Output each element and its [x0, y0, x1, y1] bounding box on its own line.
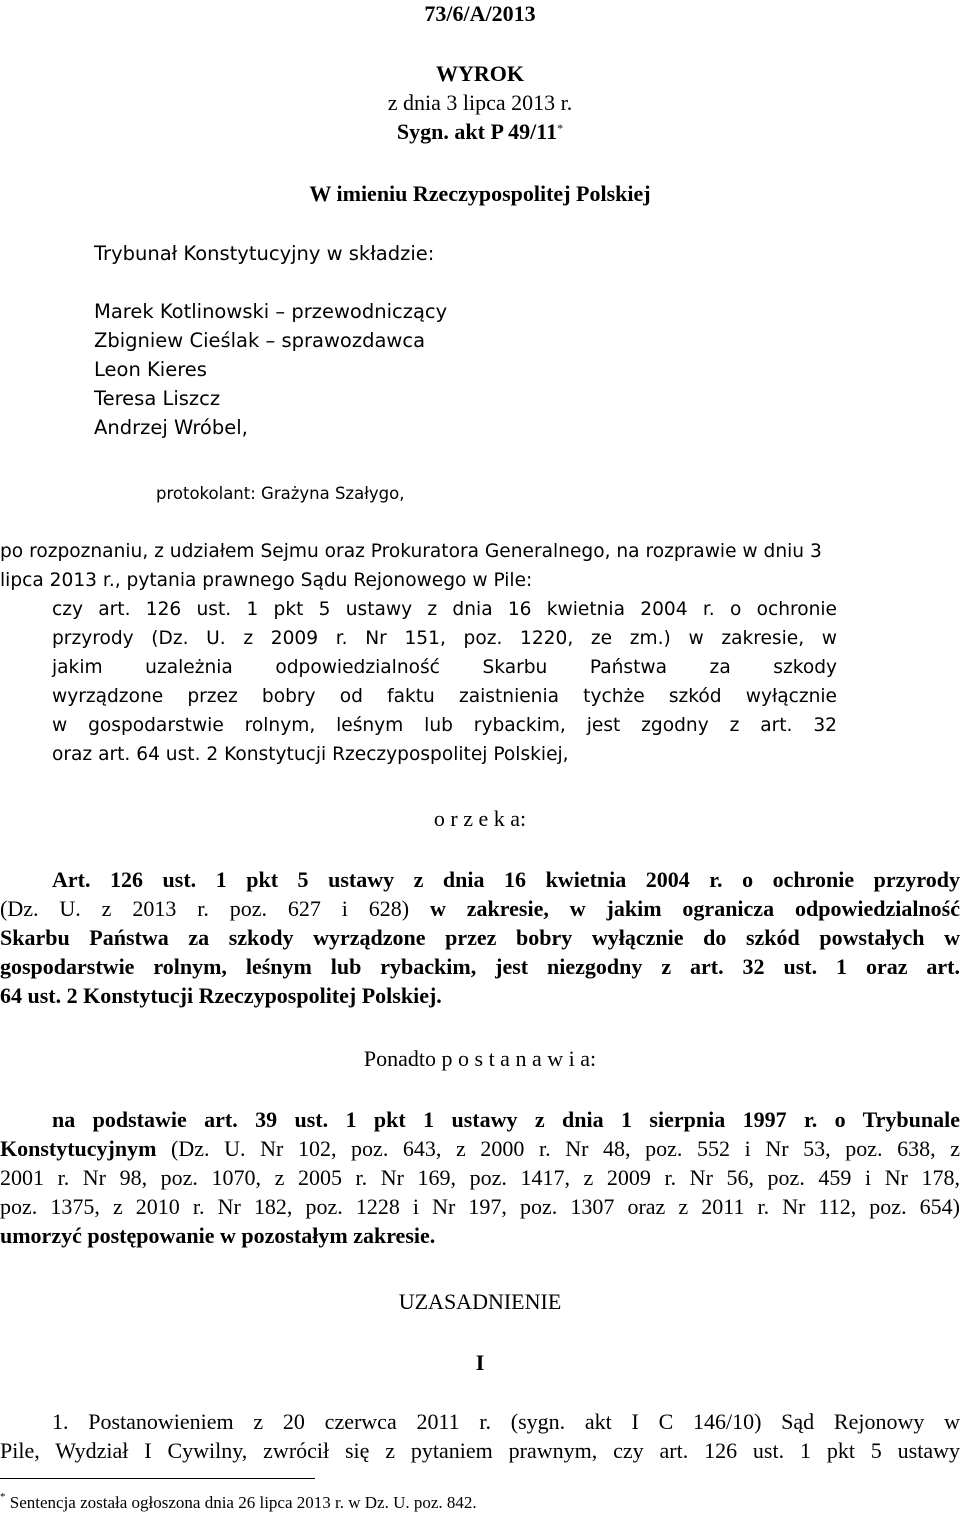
legal-question-line: czy art. 126 ust. 1 pkt 5 ustawy z dnia 16 kwietnia 2004 r. o ochronie [52, 599, 837, 620]
footnote-text: Sentencja została ogłoszona dnia 26 lipca 2013 r. w Dz. U. poz. 842. [9, 1493, 477, 1512]
decision-line: umorzyć postępowanie w pozostałym zakresie. [0, 1223, 436, 1248]
justification-line: 1. Postanowieniem z 20 czerwca 2011 r. (sygn. akt I C 146/10) Sąd Rejonowy w [52, 1409, 960, 1434]
invocation: W imieniu Rzeczypospolitej Polskiej [309, 181, 651, 206]
document-type-heading: WYROK [436, 61, 524, 86]
footnote [0, 1492, 477, 1514]
ruling-line: Art. 126 ust. 1 pkt 5 ustawy z dnia 16 kwietnia 2004 r. o ochronie przyrody [52, 867, 960, 892]
justification-heading: UZASADNIENIE [398, 1289, 562, 1314]
decision-line: 2001 r. Nr 98, poz. 1070, z 2005 r. Nr 169, poz. 1417, z 2009 r. Nr 56, poz. 459 i Nr 178, [0, 1165, 960, 1190]
justification-line: Pile, Wydział I Cywilny, zwrócił się z pytaniem prawnym, czy art. 126 ust. 1 pkt 5 ustawy [0, 1438, 960, 1463]
composition-member: Zbigniew Cieślak – sprawozdawca [94, 329, 426, 352]
decision-line: Konstytucyjnym (Dz. U. Nr 102, poz. 643, z 2000 r. Nr 48, poz. 552 i Nr 53, poz. 638, z [0, 1136, 960, 1161]
footnote-reference[interactable]: * [557, 121, 564, 135]
ruling-line: 64 ust. 2 Konstytucji Rzeczypospolitej Polskiej. [0, 983, 442, 1008]
decision-heading: Ponadto p o s t a n a w i a: [363, 1046, 597, 1071]
section-number: I [475, 1350, 485, 1375]
composition-member: Andrzej Wróbel, [94, 416, 248, 439]
legal-question-line: przyrody (Dz. U. z 2009 r. Nr 151, poz. 1220, ze zm.) w zakresie, w [52, 628, 837, 649]
judgment-date: z dnia 3 lipca 2013 r. [387, 90, 573, 115]
legal-question-line: jakim uzależnia odpowiedzialność Skarbu Państwa za szkody [52, 657, 837, 678]
footnote-separator [0, 1478, 315, 1479]
legal-question-line: wyrządzone przez bobry od faktu zaistnienia tychże szkód wyłącznie [52, 686, 837, 707]
preamble-line: lipca 2013 r., pytania prawnego Sądu Rejonowego w Pile: [0, 570, 533, 591]
composition-member: Leon Kieres [94, 358, 207, 381]
legal-question-line: w gospodarstwie rolnym, leśnym lub rybackim, jest zgodny z art. 32 [52, 715, 837, 736]
footnote-marker: * [0, 1491, 6, 1503]
ruling-line: Skarbu Państwa za szkody wyrządzone przez bobry wyłącznie do szkód powstałych w [0, 925, 960, 950]
case-reference: 73/6/A/2013 [424, 1, 536, 26]
composition-member: Teresa Liszcz [94, 387, 221, 410]
preamble-line: po rozpoznaniu, z udziałem Sejmu oraz Prokuratora Generalnego, na rozprawie w dniu 3 [0, 541, 822, 562]
ruling-line: gospodarstwie rolnym, leśnym lub rybackim, jest niezgodny z art. 32 ust. 1 oraz art. [0, 954, 960, 979]
ruling-heading: o r z e k a: [433, 806, 527, 831]
ruling-line: (Dz. U. z 2013 r. poz. 627 i 628) w zakresie, w jakim ogranicza odpowiedzialność [0, 896, 960, 921]
composition-intro: Trybunał Konstytucyjny w składzie: [94, 242, 435, 265]
decision-line: na podstawie art. 39 ust. 1 pkt 1 ustawy z dnia 1 sierpnia 1997 r. o Trybunale [52, 1107, 960, 1132]
decision-line: poz. 1375, z 2010 r. Nr 182, poz. 1228 i Nr 197, poz. 1307 oraz z 2011 r. Nr 112, poz. 654) [0, 1194, 960, 1219]
composition-member: Marek Kotlinowski – przewodniczący [94, 300, 448, 323]
legal-question-line: oraz art. 64 ust. 2 Konstytucji Rzeczypospolitej Polskiej, [52, 744, 569, 765]
court-clerk: protokolant: Grażyna Szałygo, [156, 484, 405, 503]
case-signature: Sygn. akt P 49/11* [396, 119, 564, 144]
